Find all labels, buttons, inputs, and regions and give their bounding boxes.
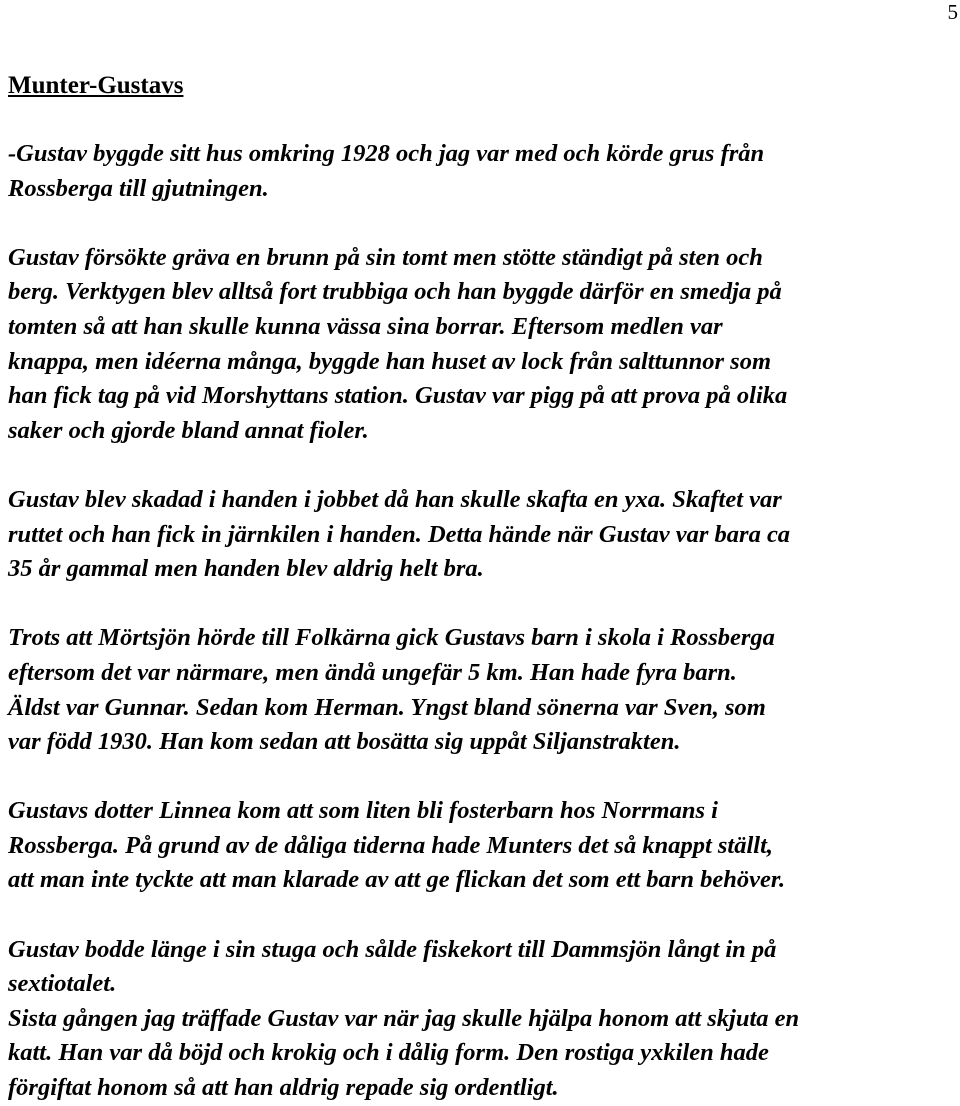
page-title: Munter-Gustavs [8, 72, 184, 99]
text-line: Gustavs dotter Linnea kom att som liten bli fosterbarn hos Norrmans i [8, 797, 718, 825]
paragraph-3 [8, 483, 958, 587]
text-line: tomten så att han skulle kunna vässa sina borrar. Eftersom medlen var [8, 312, 723, 340]
text-line: Äldst var Gunnar. Sedan kom Herman. Yngst bland sönerna var Sven, som [8, 693, 766, 721]
text-line: Sista gången jag träffade Gustav var när jag skulle hjälpa honom att skjuta en [8, 1004, 800, 1032]
spacer [8, 898, 958, 933]
paragraph-4 [8, 621, 958, 759]
text-line: 35 år gammal men handen blev aldrig helt bra. [8, 555, 484, 583]
text-line: -Gustav byggde sitt hus omkring 1928 och jag var med och körde grus från [8, 140, 765, 167]
text-line: sextiotalet. [8, 970, 117, 998]
text-line: eftersom det var närmare, men ändå ungefär 5 km. Han hade fyra barn. [8, 658, 737, 686]
text-line: han fick tag på vid Morshyttans station. Gustav var pigg på att prova på olika [8, 382, 788, 410]
page-number: 5 [947, 0, 958, 24]
text-line: Gustav blev skadad i handen i jobbet då han skulle skafta en yxa. Skaftet var [8, 485, 782, 513]
text-line: Gustav bodde länge i sin stuga och sålde fiskekort till Dammsjön långt in på [8, 935, 777, 963]
text-line: var född 1930. Han kom sedan att bosätta sig uppåt Siljanstrakten. [8, 728, 681, 756]
text-line: Rossberga till gjutningen. [8, 174, 269, 202]
text-line: knappa, men idéerna många, byggde han huset av lock från salttunnor som [8, 347, 772, 375]
text-line: ruttet och han fick in järnkilen i handen. Detta hände när Gustav var bara ca [8, 520, 791, 548]
spacer [8, 206, 958, 241]
text-line: katt. Han var då böjd och krokig och i dålig form. Den rostiga yxkilen hade [8, 1039, 769, 1067]
paragraph-1 [8, 137, 958, 206]
text-line: att man inte tyckte att man klarade av att ge flickan det som ett barn behöver. [8, 866, 786, 894]
paragraph-5 [8, 794, 958, 898]
text-line: Rossberga. På grund av de dåliga tiderna hade Munters det så knappt ställt, [8, 831, 774, 859]
document-body [8, 66, 958, 1106]
text-line: berg. Verktygen blev alltså fort trubbiga och han byggde därför en smedja på [8, 278, 782, 306]
spacer [8, 587, 958, 622]
spacer [8, 448, 958, 483]
text-line: Gustav försökte gräva en brunn på sin tomt men stötte ständigt på sten och [8, 243, 763, 271]
text-line: förgiftat honom så att han aldrig repade sig ordentligt. [8, 1074, 559, 1102]
paragraph-2 [8, 241, 958, 449]
spacer [8, 760, 958, 795]
spacer [8, 106, 958, 137]
text-line: Trots att Mörtsjön hörde till Folkärna gick Gustavs barn i skola i Rossberga [8, 624, 775, 652]
text-line: saker och gjorde bland annat fioler. [8, 416, 369, 444]
paragraph-6 [8, 933, 958, 1106]
